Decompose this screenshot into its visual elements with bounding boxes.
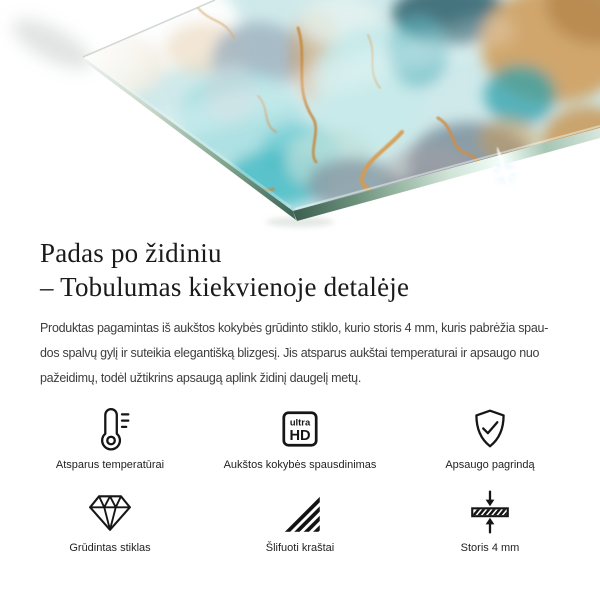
feature-protects-base — [395, 406, 585, 472]
feature-label: Šlifuoti kraštai — [265, 542, 335, 554]
thickness-icon — [467, 489, 513, 535]
feature-label: Apsaugo pagrindą — [445, 459, 535, 471]
product-description — [40, 316, 560, 391]
description-line: pažeidimų, todėl užtikrins apsaugą aplink židinį daugelį metų. — [40, 371, 362, 385]
page-title — [40, 236, 560, 304]
feature-polished-edges — [205, 489, 395, 555]
ultra-hd-icon — [277, 406, 323, 452]
ultra-hd-icon-text-top: ultra — [289, 416, 311, 428]
shield-check-icon — [467, 406, 513, 452]
glass-face-artwork — [0, 0, 600, 232]
feature-label: Atsparus temperatūrai — [55, 459, 165, 471]
feature-ultra-hd-print — [205, 406, 395, 472]
polished-edges-icon — [277, 489, 323, 535]
description-line: dos spalvų gylį ir suteikia elegantišką blizgesį. Jis atsparus aukštai temperaturai ir apsaugo nuo — [40, 346, 540, 360]
feature-tempered-glass — [15, 489, 205, 555]
feature-thickness-4mm — [395, 489, 585, 555]
thermometer-icon — [87, 406, 133, 452]
page-title-line2: – Tobulumas kiekvienoje detalėje — [40, 272, 410, 302]
hero-image — [0, 0, 600, 232]
page-title-line1: Padas po židiniu — [40, 238, 222, 268]
ultra-hd-icon-text-bottom: HD — [289, 427, 311, 444]
glass-panel-photo — [0, 0, 600, 232]
description-line: Produktas pagamintas iš aukštos kokybės grūdinto stiklo, kurio storis 4 mm, kuris pabrėžia spau- — [40, 321, 549, 335]
content-section — [0, 236, 600, 391]
feature-label: Storis 4 mm — [460, 542, 520, 554]
feature-grid — [15, 406, 585, 555]
feature-label: Grūdintas stiklas — [69, 542, 151, 554]
diamond-icon — [87, 489, 133, 535]
soft-shadow — [6, 9, 99, 79]
feature-label: Aukštos kokybės spausdinimas — [223, 459, 377, 471]
feature-heat-resistant — [15, 406, 205, 472]
